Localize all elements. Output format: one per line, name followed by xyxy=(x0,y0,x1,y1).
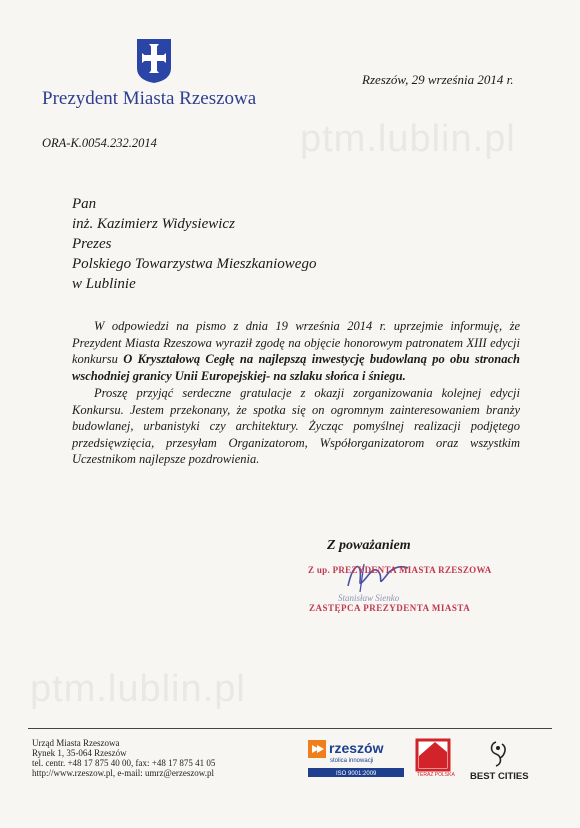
teraz-polska-label: TERAZ POLSKA xyxy=(417,772,455,778)
recipient-name: inż. Kazimierz Widysiewicz xyxy=(72,216,235,232)
footer-web: http://www.rzeszow.pl, e-mail: umrz@erzeszow.pl xyxy=(32,768,214,778)
signatory-name: Stanisław Sienko xyxy=(338,593,400,603)
rzeszow-logo-icon xyxy=(306,736,406,782)
handwritten-signature xyxy=(320,556,430,596)
rzeszow-logo-name: rzeszów xyxy=(329,740,384,756)
footer-address: Rynek 1, 35-064 Rzeszów xyxy=(32,748,127,758)
recipient-salutation: Pan xyxy=(72,196,97,212)
footer-office: Urząd Miasta Rzeszowa xyxy=(32,738,120,748)
body-paragraph-1 xyxy=(72,318,520,384)
watermark-top: ptm.lublin.pl xyxy=(300,118,516,160)
footer-divider xyxy=(28,728,552,729)
body-paragraph-1-text: W odpowiedzi na pismo z dnia 19 września 2014 r. uprzejmie informuję, że Prezydent Miasta Rzeszowa wyraził zgodę na objęcie honorowym patronatem XIII edycji konkursu xyxy=(72,319,520,366)
body-paragraph-2: Proszę przyjąć serdeczne gratulacje z okazji zorganizowania kolejnej edycji Konkursu. Jestem przekonany, że spotka się on ogromnym zainteresowaniem branży budowlanej, urbanistyki czy architektury. Życząc pomyślnej realizacji podjętego przedsięwzięcia, przesyłam Organizatorom, Współorganizatorom oraz wszystkim Uczestnikom najlepsze pozdrowienia. xyxy=(72,386,520,466)
rzeszow-logo-tagline: stolica innowacji xyxy=(330,758,374,764)
recipient-city: w Lublinie xyxy=(72,276,136,292)
signatory-title: ZASTĘPCA PREZYDENTA MIASTA xyxy=(309,603,471,613)
recipient-organization: Polskiego Towarzystwa Mieszkaniowego xyxy=(72,256,317,272)
authorization-stamp: Z up. PREZYDENTA MIASTA RZESZOWA xyxy=(308,565,492,575)
teraz-polska-logo-icon xyxy=(413,738,457,778)
organization-title: Prezydent Miasta Rzeszowa xyxy=(42,88,257,109)
letter-date: Rzeszów, 29 września 2014 r. xyxy=(362,72,514,87)
footer-phone: tel. centr. +48 17 875 40 00, fax: +48 17 875 41 05 xyxy=(32,758,216,768)
city-crest-icon xyxy=(136,38,172,84)
competition-name: O Kryształową Cegłę na najlepszą inwestycję budowlaną po obu stronach wschodniej granicy Unii Europejskiej- na szlaku słońca i śniegu. xyxy=(72,352,520,383)
best-cities-logo-icon xyxy=(468,738,532,784)
recipient-position: Prezes xyxy=(72,236,112,252)
watermark-bottom: ptm.lublin.pl xyxy=(30,668,246,710)
best-cities-label: BEST CITIES xyxy=(470,771,529,782)
closing-salutation: Z poważaniem xyxy=(327,538,411,553)
reference-number: ORA-K.0054.232.2014 xyxy=(42,136,157,150)
iso-badge: ISO 9001:2009 xyxy=(336,771,377,777)
